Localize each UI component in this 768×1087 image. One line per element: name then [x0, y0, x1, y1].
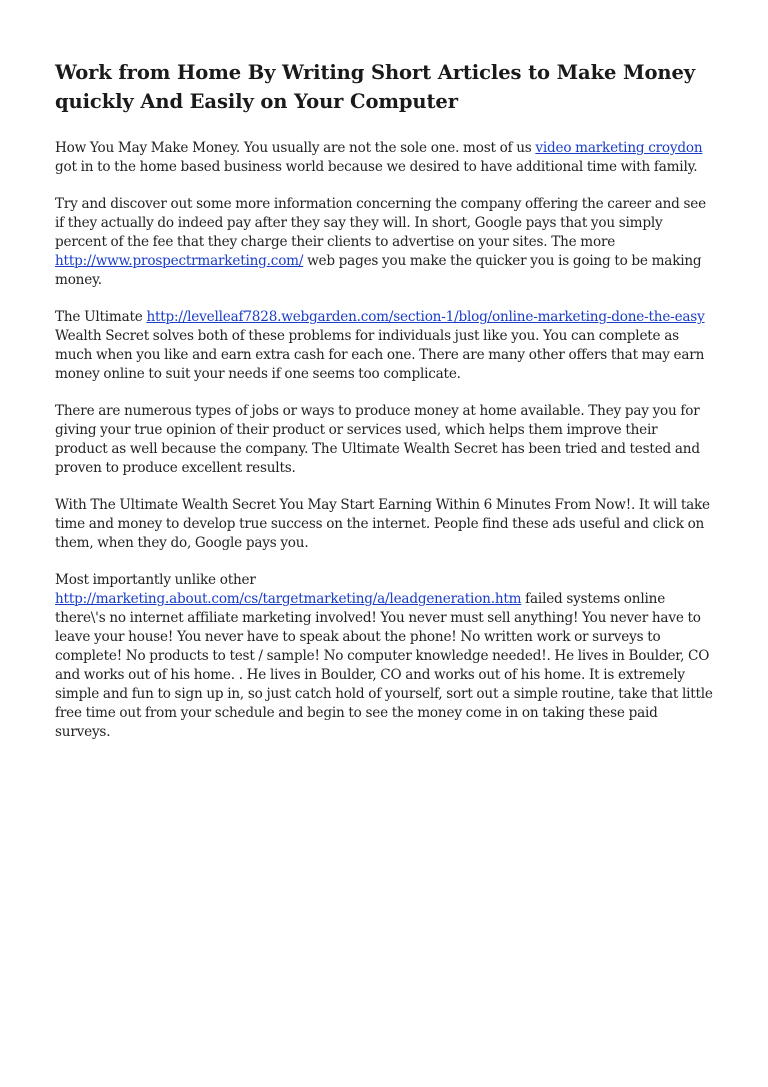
paragraph-2 — [55, 195, 713, 290]
paragraph-4: There are numerous types of jobs or ways to produce money at home available. They pay you for giving your true opinion of their product or services used, which helps them improve their product as well because the company. The Ultimate Wealth Secret has been tried and tested and proven to produce excellent results. — [55, 403, 700, 476]
link-marketing-about-leadgeneration[interactable]: http://marketing.about.com/cs/targetmarketing/a/leadgeneration.htm — [55, 591, 522, 607]
link-levelleaf-webgarden[interactable]: http://levelleaf7828.webgarden.com/section-1/blog/online-marketing-done-the-easy — [146, 309, 705, 325]
paragraph-3 — [55, 308, 713, 384]
link-video-marketing-croydon[interactable]: video marketing croydon — [535, 140, 703, 156]
document-page — [55, 58, 713, 760]
paragraph-text: Try and discover out some more information concerning the company offering the career and see if they actually do indeed pay after they say they will. In short, Google pays that you simply percent of the fee that they charge their clients to advertise on your sites. The more — [55, 196, 706, 250]
link-prospectrmarketing[interactable]: http://www.prospectrmarketing.com/ — [55, 253, 304, 269]
paragraph-5: With The Ultimate Wealth Secret You May Start Earning Within 6 Minutes From Now!. It will take time and money to develop true success on the internet. People find these ads useful and click on them, when they do, Google pays you. — [55, 497, 710, 551]
paragraph-text: got in to the home based business world because we desired to have additional time with family. — [55, 159, 698, 175]
paragraph-text: failed systems online there\'s no internet affiliate marketing involved! You never must sell anything! You never have to leave your house! You never have to speak about the phone! No written work or surveys to complete! No products to test / sample! No computer knowledge needed!. He lives in Boulder, CO and works out of his home. . He lives in Boulder, CO and works out of his home. It is extremely simple and fun to sign up in, so just catch hold of yourself, sort out a simple routine, take that little free time out from your schedule and begin to see the money come in on taking these paid surveys. — [55, 591, 713, 740]
paragraph-text: The Ultimate — [55, 309, 147, 325]
paragraph-6 — [55, 571, 713, 742]
paragraph-text: web pages you make the quicker you is going to be making money. — [55, 253, 702, 288]
paragraph-text: How You May Make Money. You usually are not the sole one. most of us — [55, 140, 536, 156]
paragraph-1 — [55, 139, 713, 177]
page-title: Work from Home By Writing Short Articles to Make Money quickly And Easily on Your Computer — [55, 61, 696, 113]
paragraph-text: Most importantly unlike other — [55, 572, 256, 588]
paragraph-text: Wealth Secret solves both of these problems for individuals just like you. You can complete as much when you like and earn extra cash for each one. There are many other offers that may earn money online to suit your needs if one seems too complicate. — [55, 328, 705, 382]
